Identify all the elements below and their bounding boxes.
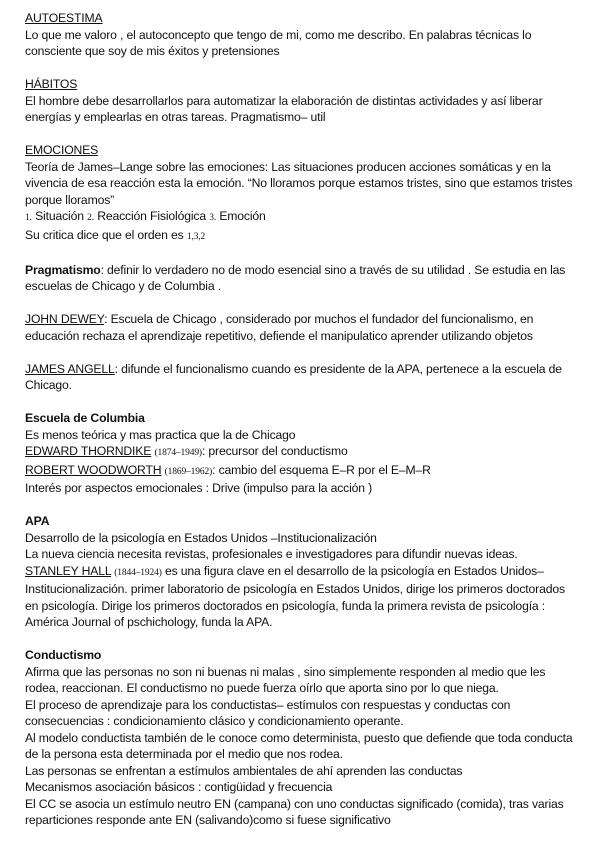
apa-line-1: Desarrollo de la psicología en Estados Unidos –Institucionalización [25,530,377,545]
conductismo-line-9: El CC se asocia un estímulo neutro EN (campana) con uno conductas significado (comida), tras varias [25,796,564,811]
emociones-line-3: porque lloramos” [25,192,115,207]
dewey-line-2: educación rechaza el aprendizaje repetitivo, defiende el manipulatico aprender utilizando objetos [25,328,533,343]
thorndike-name: EDWARD THORNDIKE [25,444,152,458]
pragmatismo-term: Pragmatismo [25,262,101,277]
conductismo-line-2: rodea, reaccionan. El conductismo no puede fuerza oírlo que aporta sino por lo que niega. [25,681,499,695]
angell-line-2: Chicago. [25,378,72,392]
conductismo-line-1: Afirma que las personas no son ni buenas ni malas , sino simplemente responden al medio que les [25,664,546,679]
columbia-heading: Escuela de Columbia [25,411,145,425]
angell-text: : difunde el funcionalismo cuando es presidente de la APA, pertenece a la escuela de [114,361,562,376]
conductismo-line-10: reparticiones responde ante EN (salivando)como si fuese significativo [25,813,391,827]
hall-name: STANLEY HALL [25,563,112,578]
woodworth-years: (1869–1962) [164,466,213,477]
conductismo-line-3: El proceso de aprendizaje para los conductistas– estímulos con respuestas y conductas con [25,697,511,712]
document-page [25,10,585,829]
conductismo-line-6: de la persona esta determinada por el medio que nos rodea. [25,747,343,761]
critica-text: Su critica dice que el orden es [25,227,184,242]
emociones-line-1: Teoría de James–Lange sobre las emociones: Las situaciones producen acciones somáticas y en la [25,159,551,174]
thorndike-years: (1874–1949) [154,448,202,458]
woodworth-line [25,462,585,481]
habitos-line-1: El hombre debe desarrollarlos para automatizar la elaboración de distintas actividades y así liberar [25,93,543,108]
step-2-text: Reacción Fisiológica [97,209,206,223]
step-3-number: 3. [209,213,217,223]
autoestima-line-1: Lo que me valoro , el autoconcepto que tengo de mi, como me describo. En palabras técnicas lo [25,27,532,42]
apa-heading: APA [25,514,50,528]
columbia-line-last: Interés por aspectos emocionales : Drive (impulso para la acción ) [25,481,373,495]
thorndike-text: : precursor del conductismo [201,444,348,458]
pragmatismo-def: : definir lo verdadero no de modo esencial sino a través de su utilidad . Se estudia en las [100,262,566,277]
conductismo-line-4: consecuencias : condicionamiento clásico y condicionamiento operante. [25,714,404,728]
conductismo-line-8: Mecanismos asociación básicos : contigüidad y frecuencia [25,780,333,794]
pragmatismo-line-1 [25,262,585,279]
angell-line-1 [25,361,585,378]
woodworth-text: : cambio del esquema E–R por el E–M–R [212,462,431,477]
habitos-line-2: energías y emplearlas en otras tareas. Pragmatismo– util [25,110,326,124]
columbia-line-1: Es menos teórica y mas practica que la de Chicago [25,427,296,442]
step-1-text: Situación [35,209,84,223]
apa-line-2: La nueva ciencia necesita revistas, profesionales e investigadores para difundir nuevas ideas. [25,547,518,561]
step-1-number: 1. [25,213,32,223]
dewey-line-1 [25,311,585,328]
step-2-number: 2. [87,213,94,223]
apa-line-4: Institucionalización. primer laboratorio de psicología en Estados Unidos, dirige los primeros doctorados [25,582,565,596]
hall-text: es una figura clave en el desarrollo de la psicología en Estados Unidos– [161,563,544,578]
apa-line-6: América Journal of pschichology, funda la APA. [25,615,273,629]
hall-line [25,563,585,582]
conductismo-line-7: Las personas se enfrentan a estímulos ambientales de ahí aprenden las conductas [25,763,463,778]
dewey-text: : Escuela de Chicago , considerado por muchos el fundador del funcionalismo, en [104,312,534,326]
emociones-heading: EMOCIONES [25,143,99,157]
pragmatismo-line-2: escuelas de Chicago y de Columbia . [25,279,221,293]
conductismo-heading: Conductismo [25,648,102,662]
dewey-name: JOHN DEWEY [25,312,105,326]
thorndike-line [25,443,585,462]
emociones-critica [25,227,585,246]
conductismo-line-5: Al modelo conductista también de le conoce como determinista, puesto que defiende que toda conducta [25,730,573,745]
critica-order: 1,3,2 [186,231,206,242]
emociones-line-2: vivencia de esa reacción esta la emoción. “No lloramos porque estamos tristes, sino que estamos tristes [25,176,573,190]
step-3-text: Emoción [219,209,266,223]
habitos-heading: HÁBITOS [25,77,78,91]
woodworth-name: ROBERT WOODWORTH [25,462,162,477]
emociones-steps [25,208,585,227]
autoestima-heading: AUTOESTIMA [25,11,103,25]
angell-name: JAMES ANGELL [25,361,115,376]
hall-years: (1844–1924) [114,567,162,578]
autoestima-line-2: consciente que soy de mis éxitos y pretensiones [25,44,280,58]
apa-line-5: en psicología. Dirige los primeros doctorados en psicología, funda la primera revista de psicología : [25,598,546,613]
